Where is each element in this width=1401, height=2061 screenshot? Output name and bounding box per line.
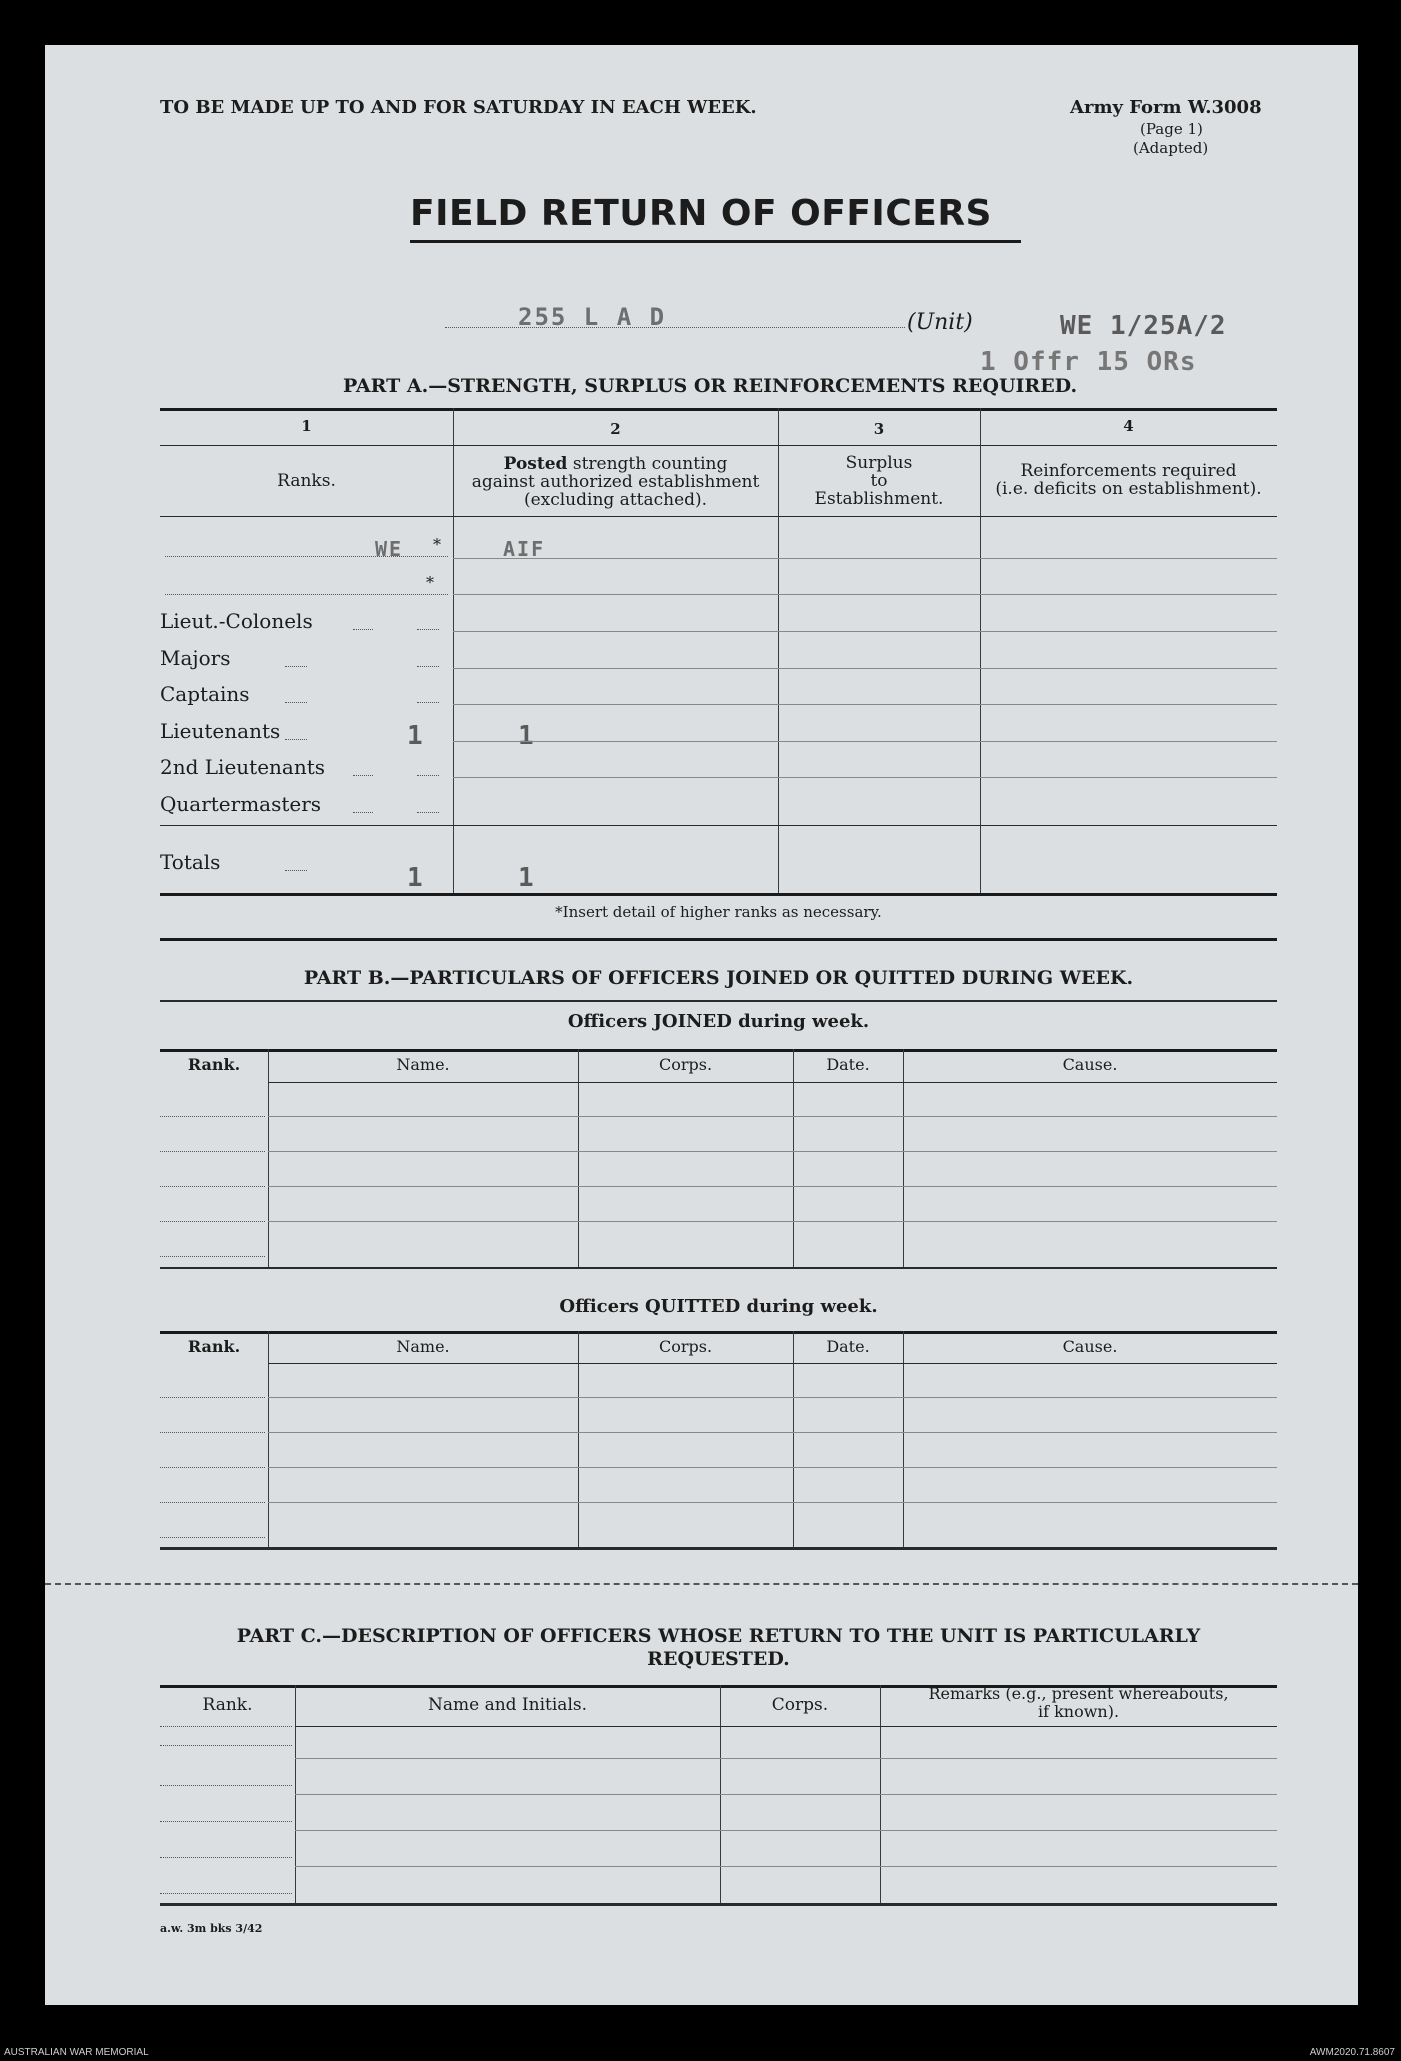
lieutenants-count-col2: 1	[518, 721, 534, 751]
joined-top-rule	[160, 1049, 1277, 1052]
col-header-surplus-line3: Establishment.	[814, 489, 944, 509]
quitted-row-rule	[268, 1502, 1277, 1503]
part-c-row-dots	[160, 1785, 292, 1786]
rank-quartermasters: Quartermasters	[160, 792, 322, 816]
joined-col-corps: Corps.	[658, 1055, 713, 1074]
rank-2nd-lieutenants: 2nd Lieutenants	[160, 755, 326, 779]
part-a-top-rule	[160, 408, 1277, 411]
quitted-header-rule	[268, 1363, 1277, 1364]
part-a-number-rule	[160, 445, 1277, 446]
form-page-label: (Page 1)	[1140, 120, 1203, 138]
unit-dotted-line	[445, 327, 905, 328]
quitted-row-rule	[268, 1432, 1277, 1433]
leader-dots	[285, 870, 307, 871]
row-rule	[453, 704, 1277, 705]
joined-header-rule	[268, 1082, 1277, 1083]
part-a-footnote: *Insert detail of higher ranks as necessary.	[555, 903, 882, 921]
quitted-row-rule	[268, 1467, 1277, 1468]
part-c-row-rule	[295, 1830, 1277, 1831]
leader-dots	[417, 629, 439, 630]
part-c-header-rule	[295, 1726, 1277, 1727]
part-c-row-dots	[160, 1745, 292, 1746]
part-c-row-rule	[295, 1866, 1277, 1867]
part-c-row-dots	[160, 1893, 292, 1894]
archive-footer	[0, 2046, 1401, 2061]
col-number-3: 3	[873, 420, 885, 438]
joined-row-dots	[160, 1221, 265, 1222]
row-blank-2-rule	[453, 594, 1277, 595]
leader-dots	[285, 666, 307, 667]
quitted-bottom-rule	[160, 1547, 1277, 1550]
unit-typed-value: 255 L A D	[518, 303, 667, 331]
quitted-col-corps: Corps.	[658, 1337, 713, 1356]
joined-row-dots	[160, 1116, 265, 1117]
rank-lieutenants: Lieutenants	[160, 719, 281, 743]
asterisk-1: *	[433, 535, 441, 554]
part-c-bottom-rule	[160, 1903, 1277, 1906]
lieutenants-count-col1: 1	[407, 721, 423, 751]
part-a-header-rule	[160, 516, 1277, 517]
joined-col-name: Name.	[396, 1055, 450, 1074]
part-c-col-name: Name and Initials.	[427, 1695, 588, 1715]
col-header-reinforcements-line1: Reinforcements required	[1020, 461, 1237, 481]
rank-lieut-colonels: Lieut.-Colonels	[160, 609, 313, 633]
row-rule	[453, 741, 1277, 742]
stamp-line-2: 1 Offr 15 ORs	[980, 347, 1197, 377]
joined-row-rule	[268, 1186, 1277, 1187]
leader-dots	[417, 775, 439, 776]
part-c-col-remarks-line1: Remarks (e.g., present whereabouts,	[928, 1684, 1229, 1703]
form-page	[45, 45, 1358, 2005]
typed-we: WE	[375, 537, 404, 561]
title-underline	[410, 240, 1021, 243]
leader-dots	[353, 629, 373, 630]
leader-dots	[417, 702, 439, 703]
part-c-col-remarks-line2: if known).	[1037, 1702, 1120, 1721]
asterisk-2: *	[426, 573, 434, 592]
col-header-surplus-line2: to	[870, 471, 888, 491]
stamp-line-1: WE 1/25A/2	[1060, 311, 1227, 341]
part-a-bottom-rule	[160, 893, 1277, 896]
quitted-row-dots	[160, 1502, 265, 1503]
leader-dots	[285, 702, 307, 703]
leader-dots	[353, 812, 373, 813]
joined-row-rule	[268, 1151, 1277, 1152]
footer-right-label: AWM2020.71.8607	[1309, 2047, 1395, 2058]
part-c-col-rank: Rank.	[202, 1695, 253, 1715]
part-c-heading-line2: REQUESTED.	[647, 1648, 790, 1670]
rank-majors: Majors	[160, 646, 231, 670]
form-number: Army Form W.3008	[1070, 97, 1262, 118]
col-header-posted-line1	[453, 455, 778, 473]
joined-col-cause: Cause.	[1062, 1055, 1118, 1074]
part-c-row-dots	[160, 1857, 292, 1858]
joined-row-dots	[160, 1186, 265, 1187]
page-title: FIELD RETURN OF OFFICERS	[410, 193, 992, 234]
quitted-col-name: Name.	[396, 1337, 450, 1356]
row-blank-2-dots	[165, 594, 448, 595]
part-a-heading: PART A.—STRENGTH, SURPLUS OR REINFORCEMENTS REQUIRED.	[343, 375, 1078, 397]
part-c-heading-line1: PART C.—DESCRIPTION OF OFFICERS WHOSE RETURN TO THE UNIT IS PARTICULARLY	[236, 1625, 1201, 1647]
print-code: a.w. 3m bks 3/42	[160, 1922, 263, 1935]
part-c-row-rule	[295, 1758, 1277, 1759]
quitted-title: Officers QUITTED during week.	[559, 1296, 878, 1317]
joined-row-rule	[268, 1116, 1277, 1117]
part-a-footnote-rule	[160, 938, 1277, 941]
part-c-row-dots	[160, 1726, 292, 1727]
quitted-top-rule	[160, 1331, 1277, 1334]
joined-row-rule	[268, 1221, 1277, 1222]
quitted-row-dots	[160, 1397, 265, 1398]
part-c-row-dots	[160, 1821, 292, 1822]
part-b-top-rule	[160, 1000, 1277, 1002]
col-header-surplus-line1: Surplus	[845, 453, 913, 473]
row-blank-1-rule	[453, 558, 1277, 559]
joined-bottom-rule	[160, 1267, 1277, 1269]
footer-left-label: AUSTRALIAN WAR MEMORIAL	[4, 2047, 149, 2058]
quitted-row-rule	[268, 1397, 1277, 1398]
form-instruction: TO BE MADE UP TO AND FOR SATURDAY IN EACH WEEK.	[160, 97, 757, 118]
col-header-posted-line2: against authorized establishment	[471, 472, 760, 492]
col-header-ranks: Ranks.	[277, 471, 336, 491]
quitted-col-cause: Cause.	[1062, 1337, 1118, 1356]
col-header-reinforcements-line2: (i.e. deficits on establishment).	[995, 479, 1262, 499]
joined-col-rank: Rank.	[187, 1055, 241, 1074]
row-rule	[453, 668, 1277, 669]
form-adapted-label: (Adapted)	[1133, 139, 1209, 157]
col-header-posted-bold: Posted	[503, 454, 568, 474]
col-number-2: 2	[610, 420, 621, 438]
totals-col1: 1	[407, 863, 423, 893]
totals-label: Totals	[160, 850, 221, 874]
perforation-line	[45, 1583, 1358, 1585]
row-rule	[453, 777, 1277, 778]
part-c-col-corps: Corps.	[771, 1695, 829, 1715]
quitted-col-rank: Rank.	[187, 1337, 241, 1356]
part-c-row-rule	[295, 1794, 1277, 1795]
quitted-row-dots	[160, 1467, 265, 1468]
rank-captains: Captains	[160, 682, 250, 706]
typed-aif: AIF	[503, 537, 546, 561]
quitted-row-dots	[160, 1537, 265, 1538]
joined-col-date: Date.	[826, 1055, 870, 1074]
col-header-posted-line3: (excluding attached).	[523, 490, 708, 510]
row-rule	[453, 631, 1277, 632]
joined-title: Officers JOINED during week.	[567, 1011, 870, 1032]
leader-dots	[285, 739, 307, 740]
col-number-1: 1	[301, 417, 312, 435]
unit-label: (Unit)	[907, 310, 973, 335]
leader-dots	[417, 812, 439, 813]
leader-dots	[353, 775, 373, 776]
joined-row-dots	[160, 1151, 265, 1152]
col-number-4: 4	[1123, 417, 1134, 435]
part-a-totals-rule	[160, 825, 1277, 826]
leader-dots	[417, 666, 439, 667]
col-header-posted-rest: strength counting	[567, 454, 728, 474]
joined-row-dots	[160, 1256, 265, 1257]
part-b-heading: PART B.—PARTICULARS OF OFFICERS JOINED OR QUITTED DURING WEEK.	[303, 967, 1134, 989]
quitted-col-date: Date.	[826, 1337, 870, 1356]
quitted-row-dots	[160, 1432, 265, 1433]
row-blank-1-dots	[165, 556, 448, 557]
totals-col2: 1	[518, 863, 534, 893]
